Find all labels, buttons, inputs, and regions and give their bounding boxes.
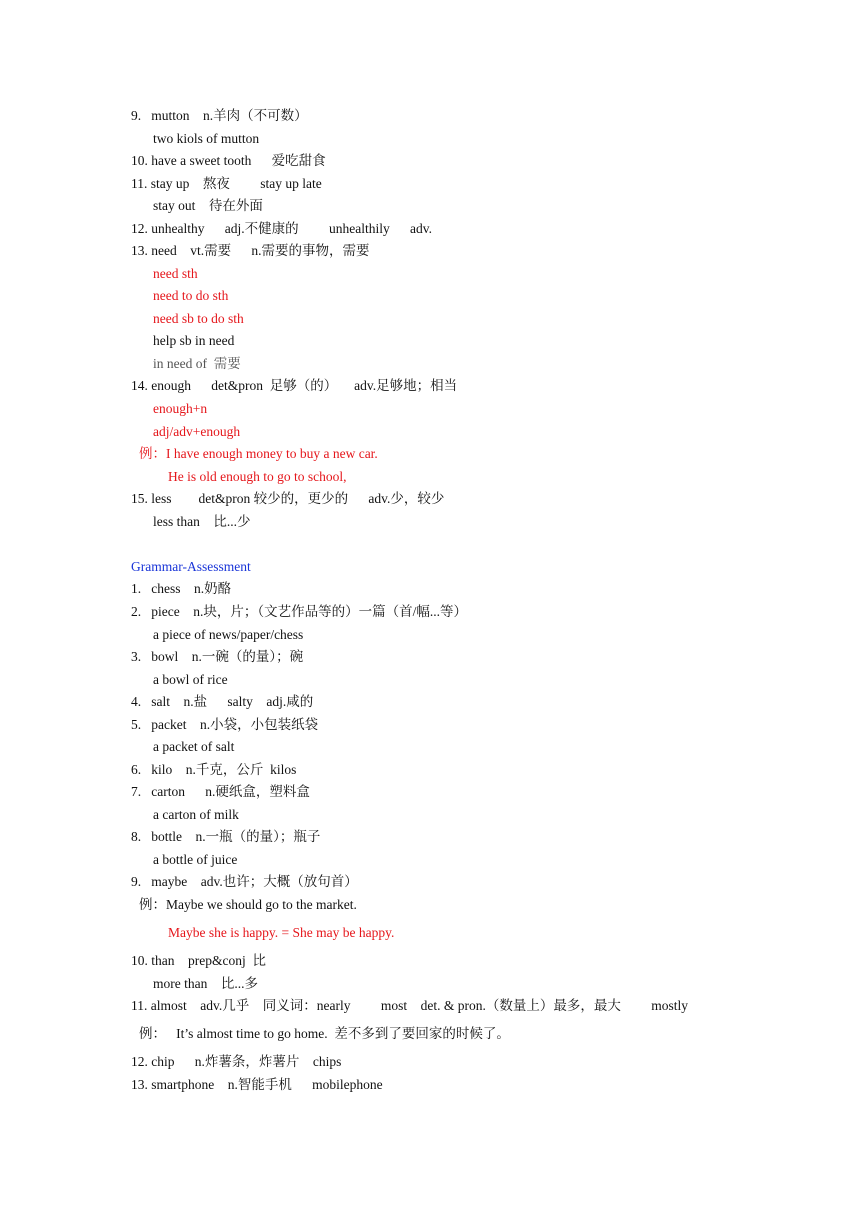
grammar-item-7: 7. carton n.硬纸盒，塑料盒	[131, 784, 310, 799]
vocab-example: two kiols of mutton	[153, 131, 260, 146]
grammar-item-4: 4. salt n.盐 salty adj.咸的	[131, 694, 314, 709]
grammar-example: a carton of milk	[153, 807, 239, 822]
grammar-item-2: 2. piece n.块，片；（文艺作品等的）一篇（首/幅...等）	[131, 604, 467, 619]
vocab-phrase-highlight: need to do sth	[153, 288, 229, 303]
example-sentence: 例： It’s almost time to go home. 差不多到了要回家的时候了。	[139, 1026, 510, 1041]
grammar-item-5: 5. packet n.小袋，小包装纸袋	[131, 717, 319, 732]
vocab-example: in need of 需要	[153, 356, 241, 371]
example-sentence: 例：Maybe we should go to the market.	[139, 897, 357, 912]
grammar-item-12: 12. chip n.炸薯条，炸薯片 chips	[131, 1054, 342, 1069]
section-heading: Grammar-Assessment	[131, 559, 251, 574]
grammar-example: more than 比...多	[153, 976, 258, 991]
vocab-item-14: 14. enough det&pron 足够（的） adv.足够地；相当	[131, 378, 458, 393]
grammar-example: a packet of salt	[153, 739, 235, 754]
vocab-item-11: 11. stay up 熬夜 stay up late	[131, 176, 322, 191]
grammar-example: a bottle of juice	[153, 852, 238, 867]
grammar-item-13: 13. smartphone n.智能手机 mobilephone	[131, 1077, 383, 1092]
vocab-phrase-highlight: need sb to do sth	[153, 311, 244, 326]
vocab-phrase-highlight: adj/adv+enough	[153, 424, 241, 439]
vocab-example: help sb in need	[153, 333, 235, 348]
vocab-item-12: 12. unhealthy adj.不健康的 unhealthily adv.	[131, 221, 432, 236]
grammar-item-8: 8. bottle n.一瓶（的量）；瓶子	[131, 829, 321, 844]
example-sentence: He is old enough to go to school,	[168, 469, 347, 484]
vocab-example: less than 比...少	[153, 514, 251, 529]
vocab-item-9: 9. mutton n.羊肉（不可数）	[131, 108, 308, 123]
grammar-item-10: 10. than prep&conj 比	[131, 953, 266, 968]
grammar-example: a bowl of rice	[153, 672, 228, 687]
vocab-example: stay out 待在外面	[153, 198, 263, 213]
example-sentence: Maybe she is happy. = She may be happy.	[168, 925, 395, 940]
vocab-item-13: 13. need vt.需要 n.需要的事物，需要	[131, 243, 370, 258]
example-sentence: 例：I have enough money to buy a new car.	[139, 446, 378, 461]
grammar-item-11: 11. almost adv.几乎 同义词：nearly most det. & pron.（数量上）最多，最大 mostly	[131, 998, 688, 1013]
grammar-item-6: 6. kilo n.千克，公斤 kilos	[131, 762, 297, 777]
grammar-item-1: 1. chess n.奶酪	[131, 581, 232, 596]
vocab-item-15: 15. less det&pron 较少的，更少的 adv.少，较少	[131, 491, 445, 506]
grammar-example: a piece of news/paper/chess	[153, 627, 304, 642]
grammar-item-3: 3. bowl n.一碗（的量）；碗	[131, 649, 304, 664]
vocab-item-10: 10. have a sweet tooth 爱吃甜食	[131, 153, 326, 168]
vocab-phrase-highlight: need sth	[153, 266, 198, 281]
grammar-item-9: 9. maybe adv.也许；大概（放句首）	[131, 874, 358, 889]
vocab-phrase-highlight: enough+n	[153, 401, 208, 416]
